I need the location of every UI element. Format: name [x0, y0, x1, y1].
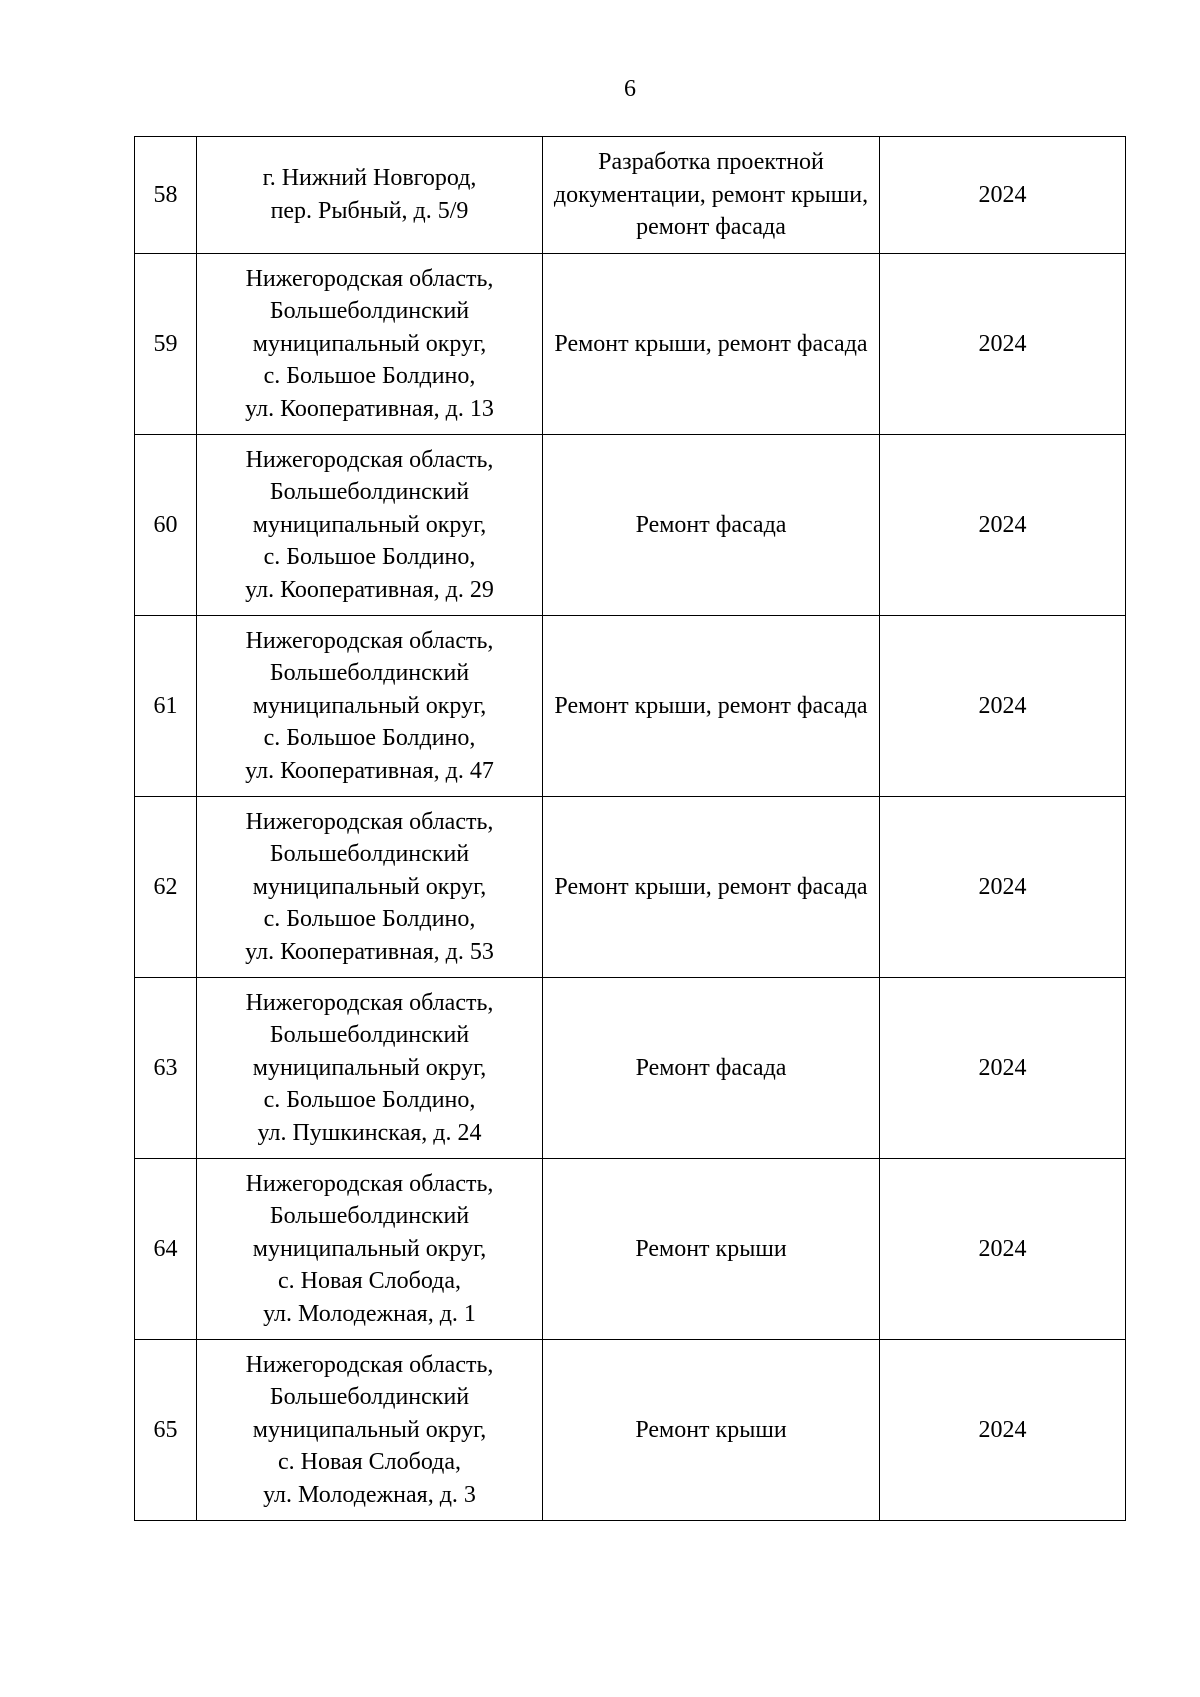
year-cell: 2024 — [880, 435, 1126, 616]
table-row — [135, 797, 1126, 978]
table-row — [135, 616, 1126, 797]
year-cell: 2024 — [880, 1159, 1126, 1340]
year-cell: 2024 — [880, 137, 1126, 254]
year-cell: 2024 — [880, 797, 1126, 978]
row-number: 59 — [135, 254, 197, 435]
work-type-cell: Ремонт крыши, ремонт фасада — [543, 616, 880, 797]
table-row — [135, 254, 1126, 435]
year-cell: 2024 — [880, 978, 1126, 1159]
table-row — [135, 1159, 1126, 1340]
row-number: 62 — [135, 797, 197, 978]
address-cell: г. Нижний Новгород, пер. Рыбный, д. 5/9 — [197, 137, 543, 254]
work-type-cell: Ремонт крыши, ремонт фасада — [543, 797, 880, 978]
year-cell: 2024 — [880, 254, 1126, 435]
work-type-cell: Ремонт крыши — [543, 1159, 880, 1340]
repair-schedule-table — [134, 136, 1126, 1521]
work-type-cell: Ремонт крыши — [543, 1340, 880, 1521]
page-number: 6 — [624, 76, 636, 102]
work-type-cell: Разработка проектной документации, ремонт крыши, ремонт фасада — [543, 137, 880, 254]
row-number: 64 — [135, 1159, 197, 1340]
year-cell: 2024 — [880, 1340, 1126, 1521]
table-row — [135, 435, 1126, 616]
address-cell: Нижегородская область, Большеболдинский муниципальный округ, с. Большое Болдино, ул. Кооперативная, д. 13 — [197, 254, 543, 435]
row-number: 58 — [135, 137, 197, 254]
table-row — [135, 1340, 1126, 1521]
row-number: 63 — [135, 978, 197, 1159]
year-cell: 2024 — [880, 616, 1126, 797]
work-type-cell: Ремонт крыши, ремонт фасада — [543, 254, 880, 435]
work-type-cell: Ремонт фасада — [543, 435, 880, 616]
row-number: 61 — [135, 616, 197, 797]
work-type-cell: Ремонт фасада — [543, 978, 880, 1159]
table-row — [135, 137, 1126, 254]
table-row — [135, 978, 1126, 1159]
address-cell: Нижегородская область, Большеболдинский муниципальный округ, с. Новая Слобода, ул. Молодежная, д. 3 — [197, 1340, 543, 1521]
row-number: 65 — [135, 1340, 197, 1521]
row-number: 60 — [135, 435, 197, 616]
address-cell: Нижегородская область, Большеболдинский муниципальный округ, с. Новая Слобода, ул. Молодежная, д. 1 — [197, 1159, 543, 1340]
address-cell: Нижегородская область, Большеболдинский муниципальный округ, с. Большое Болдино, ул. Кооперативная, д. 53 — [197, 797, 543, 978]
address-cell: Нижегородская область, Большеболдинский муниципальный округ, с. Большое Болдино, ул. Пушкинская, д. 24 — [197, 978, 543, 1159]
address-cell: Нижегородская область, Большеболдинский муниципальный округ, с. Большое Болдино, ул. Кооперативная, д. 29 — [197, 435, 543, 616]
address-cell: Нижегородская область, Большеболдинский муниципальный округ, с. Большое Болдино, ул. Кооперативная, д. 47 — [197, 616, 543, 797]
